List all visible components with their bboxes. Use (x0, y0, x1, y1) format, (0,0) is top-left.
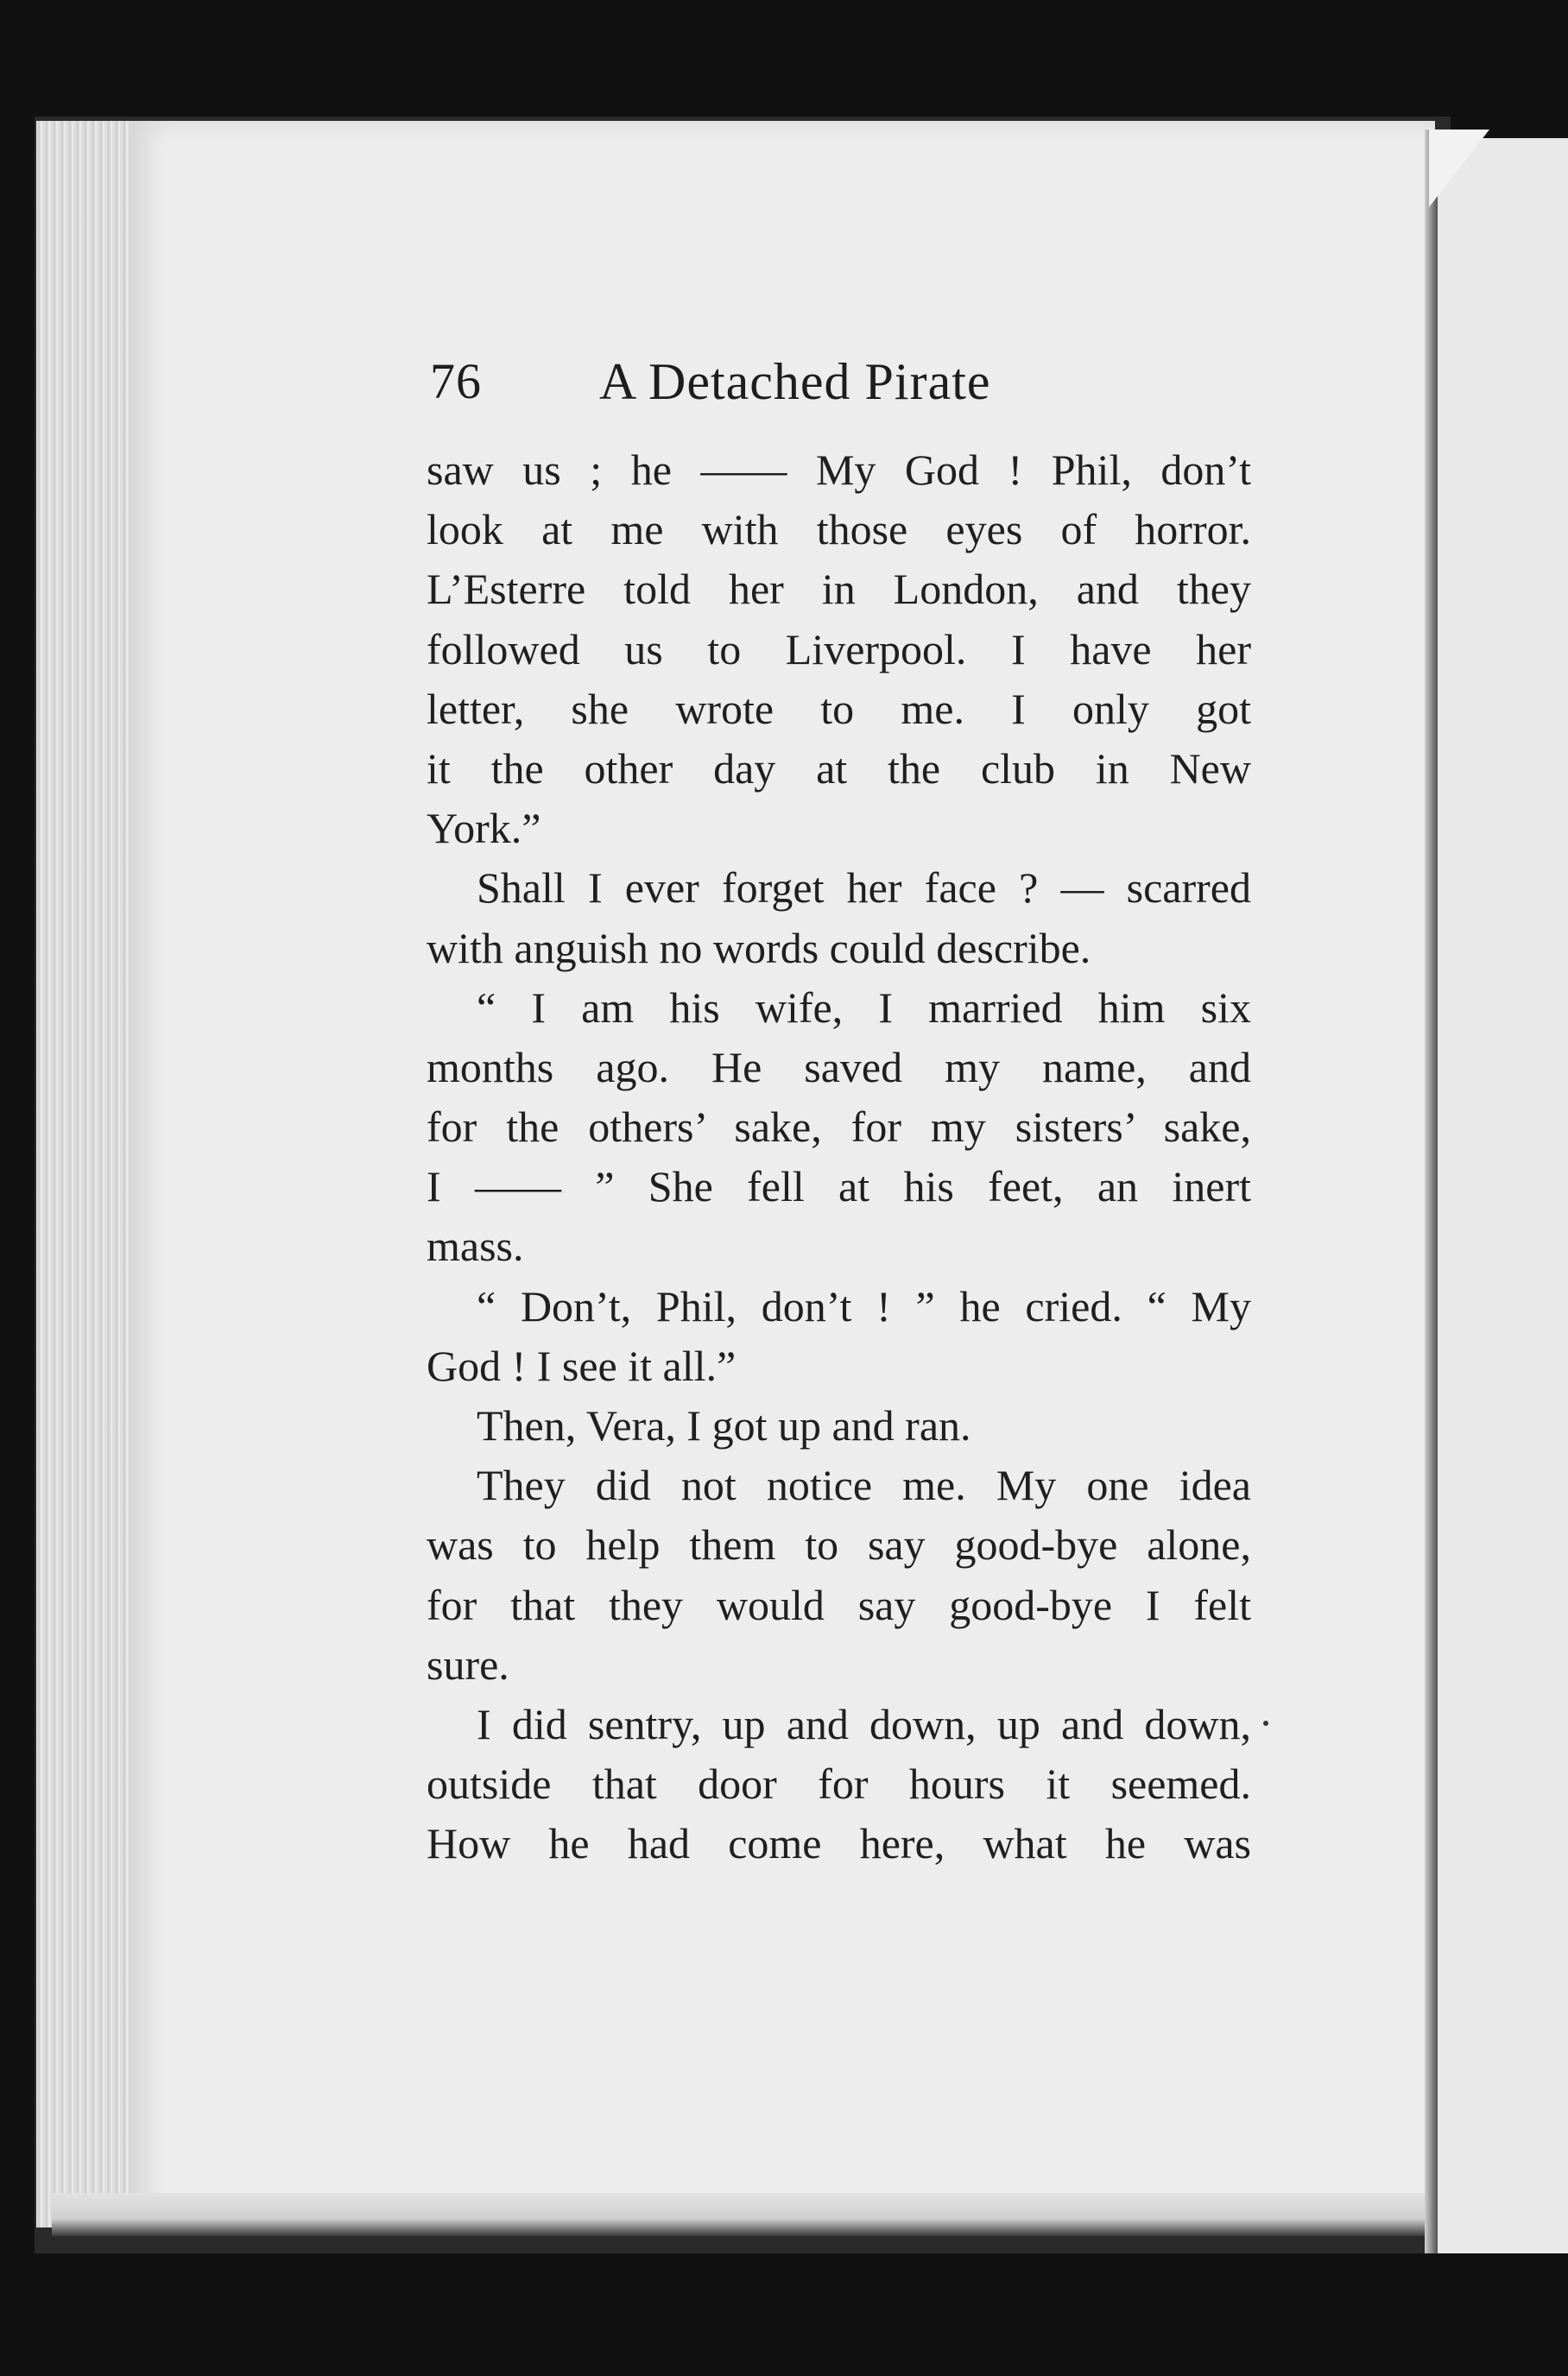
body-text (427, 440, 1251, 1874)
facing-page (1438, 138, 1568, 2253)
page-stack-edge (36, 121, 140, 2228)
text-line: “ Don’t, Phil, don’t ! ” he cried. “ My (477, 1281, 1251, 1330)
text-line: followed us to Liverpool. I have her (427, 624, 1251, 673)
text-line: outside that door for hours it seemed. (427, 1760, 1251, 1809)
text-line: months ago. He saved my name, and (427, 1042, 1251, 1091)
text-line: mass. (427, 1222, 524, 1271)
text-line: saw us ; he —— My God ! Phil, don’t (427, 446, 1251, 494)
text-line: L’Esterre told her in London, and they (427, 565, 1251, 614)
page-header (430, 352, 1259, 421)
text-line: Then, Vera, I got up and ran. (477, 1401, 971, 1450)
text-line: for the others’ sake, for my sisters’ sake, (427, 1103, 1251, 1152)
text-line: York.” (427, 804, 541, 853)
text-line: I did sentry, up and down, up and down, (477, 1699, 1251, 1748)
text-line: for that they would say good-bye I felt (427, 1580, 1251, 1629)
page-bottom-edge (52, 2193, 1433, 2236)
text-line: God ! I see it all.” (427, 1341, 737, 1390)
running-title: A Detached Pirate (599, 353, 991, 410)
text-line: was to help them to say good-bye alone, (427, 1520, 1251, 1570)
ink-speck (1263, 1721, 1268, 1726)
text-line: it the other day at the club in New (427, 743, 1251, 793)
page-corner-fold (1429, 130, 1489, 207)
text-line: look at me with those eyes of horror. (427, 505, 1251, 554)
text-line: Shall I ever forget her face ? — scarred (477, 863, 1251, 913)
text-line: with anguish no words could describe. (427, 923, 1091, 972)
text-line: sure. (427, 1640, 509, 1689)
text-line: “ I am his wife, I married him six (477, 983, 1251, 1032)
text-line: How he had come here, what he was (427, 1819, 1251, 1868)
page-number: 76 (430, 353, 482, 409)
text-line: letter, she wrote to me. I only got (427, 684, 1251, 733)
text-line: They did not notice me. My one idea (477, 1461, 1251, 1510)
text-line: I —— ” She fell at his feet, an inert (427, 1162, 1251, 1211)
